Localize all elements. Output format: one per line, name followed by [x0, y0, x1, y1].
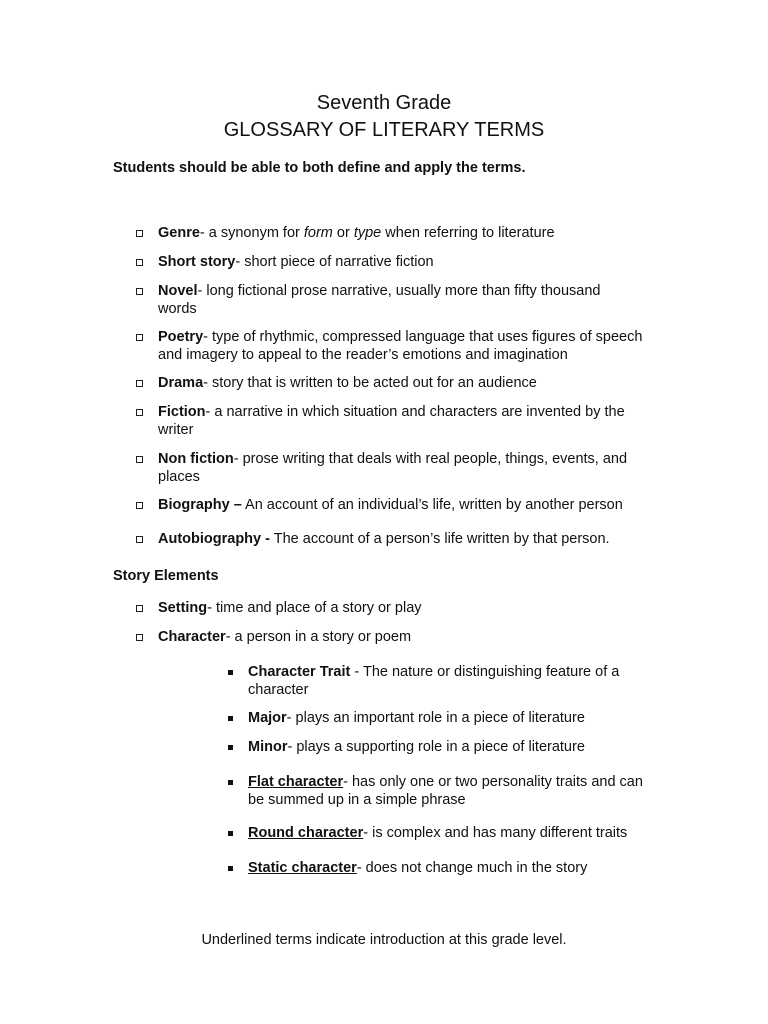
- term-label: Autobiography -: [158, 531, 270, 547]
- term-label: Minor: [248, 739, 288, 755]
- footer-note: Underlined terms indicate introduction at this grade level.: [201, 932, 567, 948]
- list-item-autobiography: [158, 531, 658, 549]
- section-heading-story-elements: Story Elements: [113, 568, 219, 584]
- hollow-square-bullet-icon: [136, 605, 143, 612]
- sub-item-character-trait: [248, 664, 648, 699]
- term-definition: - long fictional prose narrative, usually more than fifty thousand words: [158, 283, 601, 317]
- term-label: Setting: [158, 600, 208, 616]
- term-emphasis: type: [353, 225, 382, 241]
- term-label: Character Trait: [248, 664, 351, 680]
- list-item-biography: [158, 497, 658, 515]
- list-item-drama: [158, 375, 658, 393]
- term-definition: - time and place of a story or play: [207, 600, 422, 616]
- sub-item-round-character: [248, 825, 648, 843]
- hollow-square-bullet-icon: [136, 334, 143, 341]
- page-title-grade: Seventh Grade: [316, 92, 452, 114]
- term-definition: - short piece of narrative fiction: [235, 254, 434, 270]
- term-definition: An account of an individual’s life, written by another person: [241, 497, 623, 513]
- term-definition: The account of a person’s life written by that person.: [269, 531, 610, 547]
- term-label: Non fiction: [158, 451, 234, 467]
- term-label: Genre: [158, 225, 200, 241]
- term-label: Drama: [158, 375, 204, 391]
- hollow-square-bullet-icon: [136, 288, 143, 295]
- term-definition: when referring to literature: [381, 225, 555, 241]
- sub-item-minor: [248, 739, 648, 757]
- sub-item-flat-character: [248, 774, 648, 809]
- filled-square-bullet-icon: [228, 866, 233, 871]
- hollow-square-bullet-icon: [136, 380, 143, 387]
- hollow-square-bullet-icon: [136, 230, 143, 237]
- term-label: Major: [248, 710, 287, 726]
- hollow-square-bullet-icon: [136, 536, 143, 543]
- filled-square-bullet-icon: [228, 670, 233, 675]
- term-label: Static character: [248, 860, 357, 876]
- term-definition: - a narrative in which situation and characters are invented by the writer: [158, 404, 625, 438]
- term-label: Novel: [158, 283, 198, 299]
- term-definition: - The nature or distinguishing feature of a character: [248, 664, 620, 698]
- term-definition: - prose writing that deals with real people, things, events, and places: [158, 451, 628, 485]
- list-item-genre: [158, 225, 658, 243]
- term-definition: - a person in a story or poem: [225, 629, 412, 645]
- list-item-non-fiction: [158, 451, 653, 486]
- list-item-short-story: [158, 254, 658, 272]
- term-definition: - plays a supporting role in a piece of literature: [287, 739, 585, 755]
- term-definition: - is complex and has many different traits: [363, 825, 628, 841]
- sub-item-major: [248, 710, 648, 728]
- list-item-poetry: [158, 329, 648, 364]
- list-item-fiction: [158, 404, 653, 439]
- hollow-square-bullet-icon: [136, 409, 143, 416]
- term-label: Poetry: [158, 329, 204, 345]
- filled-square-bullet-icon: [228, 716, 233, 721]
- term-label: Round character: [248, 825, 364, 841]
- list-item-novel: [158, 283, 628, 318]
- term-label: Character: [158, 629, 226, 645]
- filled-square-bullet-icon: [228, 745, 233, 750]
- term-label: Short story: [158, 254, 236, 270]
- hollow-square-bullet-icon: [136, 502, 143, 509]
- sub-item-static-character: [248, 860, 648, 878]
- term-definition: or: [332, 225, 354, 241]
- term-definition: - plays an important role in a piece of literature: [286, 710, 585, 726]
- list-item-character: [158, 629, 658, 647]
- hollow-square-bullet-icon: [136, 634, 143, 641]
- term-definition: - story that is written to be acted out for an audience: [203, 375, 537, 391]
- term-label: Fiction: [158, 404, 206, 420]
- term-emphasis: form: [303, 225, 333, 241]
- term-definition: - type of rhythmic, compressed language that uses figures of speech and imagery to appeal to the reader’s emotions and imagination: [158, 329, 643, 363]
- filled-square-bullet-icon: [228, 780, 233, 785]
- list-item-setting: [158, 600, 658, 618]
- instructions-text: Students should be able to both define and apply the terms.: [113, 160, 526, 176]
- page-title: GLOSSARY OF LITERARY TERMS: [223, 119, 545, 141]
- term-definition: - does not change much in the story: [356, 860, 588, 876]
- hollow-square-bullet-icon: [136, 259, 143, 266]
- term-definition: - a synonym for: [199, 225, 304, 241]
- term-label: Flat character: [248, 774, 344, 790]
- term-label: Biography –: [158, 497, 242, 513]
- hollow-square-bullet-icon: [136, 456, 143, 463]
- term-definition: - has only one or two personality traits and can be summed up in a simple phrase: [248, 774, 643, 808]
- filled-square-bullet-icon: [228, 831, 233, 836]
